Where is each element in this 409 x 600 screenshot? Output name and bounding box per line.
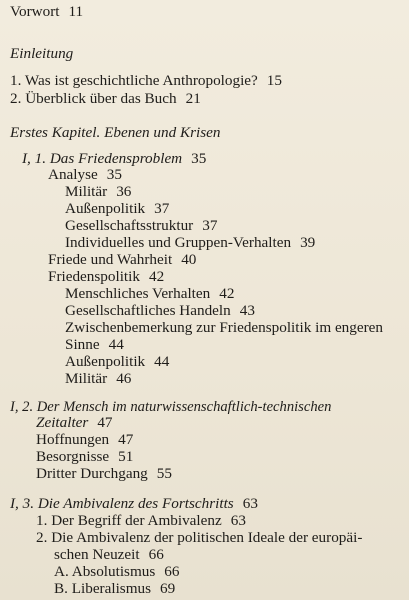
toc-title: 2. Überblick über das Buch: [10, 90, 177, 107]
toc-title: 2. Die Ambivalenz der politischen Ideale der europäi-: [36, 529, 363, 546]
toc-entry-section-line: [36, 414, 113, 432]
toc-page: 35: [191, 150, 207, 167]
toc-entry-section: [10, 495, 258, 513]
toc-page: 43: [239, 302, 255, 319]
toc-entry: [65, 353, 169, 371]
toc-title: 1. Was ist geschichtliche Anthropologie?: [10, 72, 258, 89]
toc-title: Hoffnungen: [36, 431, 110, 448]
toc-title: Individuelles und Gruppen-Verhalten: [65, 234, 292, 251]
toc-entry: [48, 268, 164, 286]
toc-title: Analyse: [48, 166, 98, 183]
toc-title: Zeitalter: [36, 414, 89, 431]
toc-page: 66: [164, 563, 180, 580]
toc-entry: [54, 580, 175, 598]
toc-entry: [65, 370, 131, 388]
toc-entry: [36, 448, 133, 466]
toc-page: 47: [118, 431, 134, 448]
toc-page: 42: [148, 268, 165, 285]
toc-title: Menschliches Verhalten: [65, 285, 211, 302]
toc-page: 40: [181, 251, 197, 268]
toc-page: 46: [116, 370, 132, 387]
toc-page: 21: [185, 90, 201, 107]
toc-title: Friedenspolitik: [48, 268, 140, 285]
toc-page: 55: [156, 465, 172, 482]
toc-title: I, 1. Das Friedensproblem: [22, 150, 183, 167]
toc-page: 35: [106, 166, 122, 183]
toc-page: 63: [242, 495, 258, 512]
toc-title: Außenpolitik: [65, 353, 146, 370]
toc-page: 37: [154, 200, 170, 217]
toc-entry: [65, 285, 234, 303]
toc-page: 51: [118, 448, 134, 465]
toc-page: 63: [230, 512, 246, 529]
toc-page: 66: [148, 546, 164, 563]
toc-title: Besorgnisse: [36, 448, 110, 465]
toc-page: 44: [154, 353, 170, 370]
toc-title: Gesellschaftliches Handeln: [65, 302, 231, 319]
toc-entry-line: [36, 529, 362, 547]
toc-page: 44: [108, 336, 124, 353]
toc-page: 69: [160, 580, 176, 597]
chapter-heading: Erstes Kapitel. Ebenen und Krisen: [10, 124, 221, 141]
toc-title: 1. Der Begriff der Ambivalenz: [36, 512, 222, 529]
toc-entry: [10, 72, 282, 90]
toc-page: 11: [68, 3, 84, 20]
toc-title: Dritter Durchgang: [36, 465, 148, 482]
toc-entry: [48, 166, 122, 184]
toc-entry: [65, 183, 131, 201]
section-heading-einleitung: Einleitung: [10, 45, 74, 62]
toc-entry-vorwort: [10, 3, 83, 21]
toc-title: Vorwort: [10, 3, 60, 20]
toc-entry-line: [65, 336, 124, 354]
toc-entry: [36, 512, 246, 530]
toc-page: 15: [266, 72, 282, 89]
toc-entry: [48, 251, 196, 269]
toc-entry: [65, 234, 315, 252]
toc-entry: [10, 90, 201, 108]
toc-title: I, 2. Der Mensch im naturwissenschaftlich-technischen: [10, 399, 332, 415]
toc-title: schen Neuzeit: [54, 546, 140, 563]
toc-page: 36: [116, 183, 132, 200]
toc-entry-line: [65, 319, 383, 337]
toc-title: B. Liberalismus: [54, 580, 152, 597]
toc-page: 39: [300, 234, 316, 251]
toc-title: Militär: [65, 183, 108, 200]
toc-title: Zwischenbemerkung zur Friedenspolitik im engeren: [65, 319, 384, 336]
toc-title: A. Absolutismus: [54, 563, 156, 580]
toc-entry: [54, 563, 179, 581]
toc-page: 37: [202, 217, 218, 234]
toc-page: 42: [219, 285, 235, 302]
toc-title: Außenpolitik: [65, 200, 146, 217]
toc-title: Sinne: [65, 336, 100, 353]
toc-title: I, 3. Die Ambivalenz des Fortschritts: [10, 495, 234, 512]
toc-title: Militär: [65, 370, 108, 387]
toc-title: Friede und Wahrheit: [48, 251, 173, 268]
toc-page: 47: [97, 414, 113, 431]
toc-entry: [65, 217, 217, 235]
toc-entry-line: [54, 546, 164, 564]
toc-entry: [65, 200, 169, 218]
show-through-texture: [299, 8, 409, 128]
toc-entry: [36, 465, 172, 483]
toc-entry: [36, 431, 133, 449]
toc-entry: [65, 302, 255, 320]
toc-title: Gesellschaftsstruktur: [65, 217, 194, 234]
